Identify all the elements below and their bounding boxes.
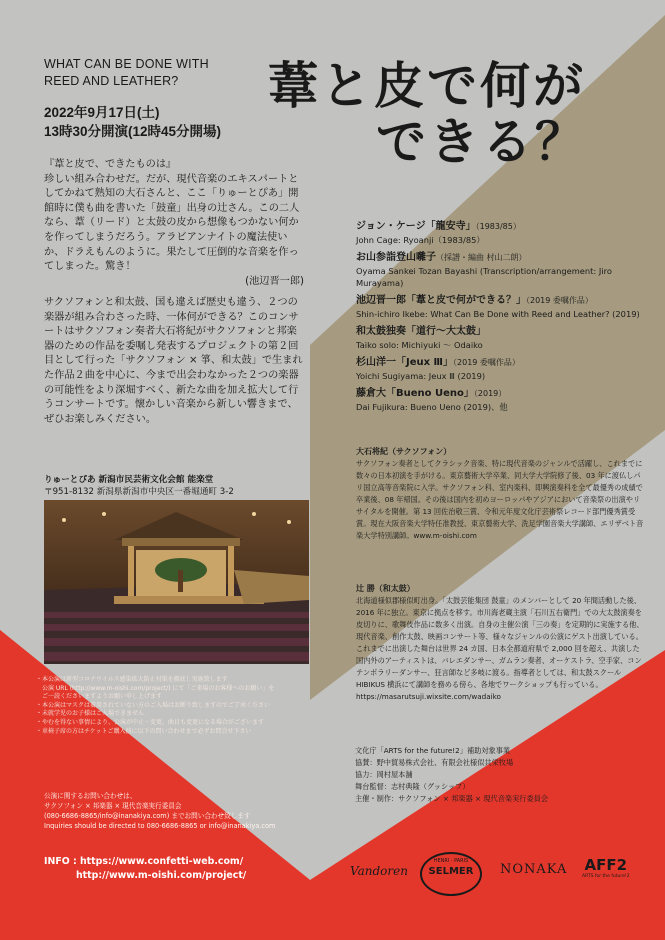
- program-item: [356, 220, 656, 246]
- contact-line: サクソフォン × 邦楽器 × 現代音楽実行委員会: [44, 802, 182, 810]
- selmer-logo-sub: HENRI · PARIS: [433, 858, 469, 864]
- vandoren-logo: Vandoren: [350, 864, 408, 878]
- venue-name: りゅーとぴあ 新潟市民芸術文化会館 能楽堂: [44, 475, 214, 485]
- event-time: 13時30分開演(12時45分開場): [44, 124, 222, 139]
- program-item: [356, 325, 656, 351]
- program-item: [356, 387, 656, 413]
- intro-text: [44, 158, 304, 289]
- info-link-1[interactable]: INFO : https://www.confetti-web.com/: [44, 856, 244, 867]
- japanese-title-line-2: できる？: [376, 112, 588, 171]
- bio-name: 辻 勝（和太鼓）: [356, 584, 415, 593]
- program-note: （2019 委嘱作品）: [526, 296, 593, 305]
- program-note: （2019 委嘱作品）: [453, 358, 520, 367]
- bio-tsuji: [356, 583, 646, 703]
- credits: [355, 745, 548, 805]
- program-note: （採譜・編曲 村山二朗）: [436, 253, 527, 262]
- intro-body: 珍しい組み合わせだ。だが、現代音楽のエキスパートとしてかねて熟知の大石さんと、ここ「りゅーとぴあ」開館時に僕も曲を書いた「鼓童」出身の辻さん。この二人なら、葦（リード）と太鼓の皮から想像もつかない何かを作ってしまうだろう。アラビアンナイトの魔法使いか、ドラえもんのように。果たして圧倒的な音楽を作ってしまった。驚き！: [44, 173, 300, 273]
- notice-item: ・本公演は新型コロナウイルス感染拡大防止対策を徹底し実施致します: [36, 676, 228, 683]
- concert-description: サクソフォンと和太鼓、国も違えば歴史も違う、２つの楽器が組み合わさった時、一体何ができる？このコンサートはサクソフォン奏者大石将紀がサクソフォンと邦楽器のための作品を委嘱し発表するプロジェクトの第２回目として行った「サクソフォン × 箏、和太鼓」で生まれた作品２曲を中心に、今まで出会わなかった２つの楽器の可能性をより深堀すべく、新たな曲を加え拡大して行うコンサートです。懐かしい音楽から新しい響きまで、ぜひお楽しみください。: [44, 297, 303, 425]
- notice-item: ・未就学児のお子様はご入場できません: [36, 710, 145, 718]
- bio-text: 北海道様似郡様似町出身。「太鼓芸能集団 鼓童」のメンバーとして 20 年間活動した後、2016 年に独立。東京に拠点を移す。市川海老蔵主演「石川五右衛門」での大太鼓演奏を皮切りに、歌舞伎作品に数多く出演。自身の主催公演「三の奏」を定期的に実施する他、現代音楽、創作太鼓、映画コンサート等、様々なジャンルの公演にゲスト出演している。これまでに出演した舞台は世界 24 カ国、日本全都道府県で 2,000 回を超え、共演した国内外のアーティストは、バレエダンサー、ガムラン奏者、オーケストラ、空手家、コンテンポラリーダンサー、狂言師など多岐に渡る。指導者としては、和太鼓スクール HIBIKUS 横浜にて講師を務める傍ら、各地でワークショップも行っている。https://masarutsuji.wixsite.com/wadaiko: [356, 596, 644, 701]
- program-title: 杉山洋一「Jeux Ⅲ」: [356, 357, 454, 368]
- program-item: [356, 294, 656, 320]
- program-item: [356, 356, 656, 382]
- english-title-line-2: REED AND LEATHER?: [44, 74, 179, 88]
- program-english: Dai Fujikura: Bueno Ueno (2019)、他: [356, 402, 508, 412]
- contact-line: Inquiries should be directed to 080-6686-8865 or info@inanakiya.com: [44, 822, 276, 830]
- notice-item: ご一読くださいますようお願い申し上げます: [36, 693, 163, 701]
- sponsor-logos: [350, 852, 650, 897]
- program-english: Shin-ichiro Ikebe: What Can Be Done with Reed and Leather? (2019): [356, 309, 640, 319]
- selmer-logo-text: SELMER: [428, 866, 474, 877]
- program-list: [356, 220, 656, 418]
- notice-item: 公演 URL (http://www.m-oishi.com/project/) にて「ご来場のお客様へのお願い」を: [36, 684, 275, 692]
- aff2-logo: [582, 856, 630, 880]
- venue-address: 〒951-8132 新潟県新潟市中央区一番堀通町 3-2: [44, 487, 234, 497]
- notice-item: ・やむを得ない事情により、公演が中止・変更、曲目も変更になる場合がございます: [36, 718, 265, 726]
- program-english: Taiko solo: Michiyuki 〜 Odaiko: [356, 340, 483, 350]
- program-item: [356, 251, 656, 289]
- intro-signature: (池辺晋一郎): [245, 275, 304, 287]
- event-date: 2022年9月17日(土): [44, 105, 160, 120]
- notices: [36, 676, 306, 736]
- aff2-logo-sub: ARTS for the future!2: [582, 874, 630, 879]
- aff2-logo-text: AFF2: [584, 856, 628, 874]
- english-title: [44, 56, 209, 90]
- intro-heading: 『葦と皮で、できたものは』: [44, 159, 177, 170]
- program-title: 和太鼓独奏「道行〜大太鼓」: [356, 326, 486, 337]
- contact-line: 公演に関するお問い合わせは、: [44, 792, 137, 800]
- venue-info: [44, 474, 234, 498]
- credit-line: 文化庁「ARTS for the future!2」補助対象事業: [355, 746, 511, 755]
- credit-line: 協力：岡村屋本舗: [355, 770, 413, 779]
- program-title: 池辺晋一郎「葦と皮で何ができる？」: [356, 295, 526, 306]
- notice-item: ・車椅子席の方はチケットご購入前に以下の問い合わせまで必ずお問合せ下さい: [36, 727, 252, 735]
- program-note: （1983/85）: [475, 222, 521, 231]
- selmer-logo: [420, 852, 482, 896]
- contact-line: (080-6686-8865/info@inanakiya.com) までお問い合わせ致します: [44, 812, 251, 820]
- info-links: [44, 855, 246, 883]
- contact-info: [44, 791, 275, 831]
- program-english: Oyama Sankei Tozan Bayashi (Transcription/arrangement: Jiro Murayama): [356, 266, 612, 288]
- program-english: Yoichi Sugiyama: Jeux Ⅲ (2019): [356, 371, 486, 381]
- credit-line: 協賛：野中貿易株式会社、有限会社様似共栄牧場: [355, 758, 514, 767]
- bio-text: サクソフォン奏者としてクラシック音楽、特に現代音楽のジャンルで活躍し、これまでに数々の日本初演を手がける。東京藝術大学卒業、同大学大学院修了後、03 年に渡仏しパリ国立高等音楽院に入学。サクソフォン科、室内楽科、即興演奏科を全て最優秀の成績で卒業後、08 年帰国。その後は国内を初めヨーロッパやアジアにおいて音楽祭の出演やリサイタルを開催。第 13 回佐治敬三賞、令和元年度文化庁芸術祭レコード部門優秀賞受賞。現在大阪音楽大学特任准教授、東京藝術大学、洗足学園音楽大学講師、エリザベト音楽大学特別講師。www.m-oishi.com: [356, 459, 644, 540]
- bio-name: 大石将紀（サクソフォン）: [356, 447, 452, 456]
- japanese-title-line-1: 葦と皮で何が: [268, 56, 586, 115]
- notice-item: ・本公演はマスクは着用されていない方のご入場はお断り致しますのでご了承ください: [36, 701, 271, 709]
- info-link-2[interactable]: http://www.m-oishi.com/project/: [76, 870, 247, 881]
- credit-line: 主催・制作：サクソフォン × 邦楽器 × 現代音楽実行委員会: [355, 794, 549, 803]
- program-note: （2019）: [473, 389, 507, 398]
- program-english: John Cage: Ryoanji（1983/85）: [356, 235, 485, 245]
- program-title: お山参詣登山囃子: [356, 252, 436, 263]
- program-title: ジョン・ケージ「龍安寺」: [356, 221, 476, 232]
- nonaka-logo: NONAKA: [500, 862, 568, 877]
- bio-oishi: [356, 446, 646, 542]
- program-title: 藤倉大「Bueno Ueno」: [356, 388, 474, 399]
- english-title-line-1: WHAT CAN BE DONE WITH: [44, 57, 209, 71]
- credit-line: 舞台監督：志村典隆（グッシップ）: [355, 782, 470, 791]
- event-datetime: [44, 103, 221, 141]
- venue-photo: [44, 500, 309, 664]
